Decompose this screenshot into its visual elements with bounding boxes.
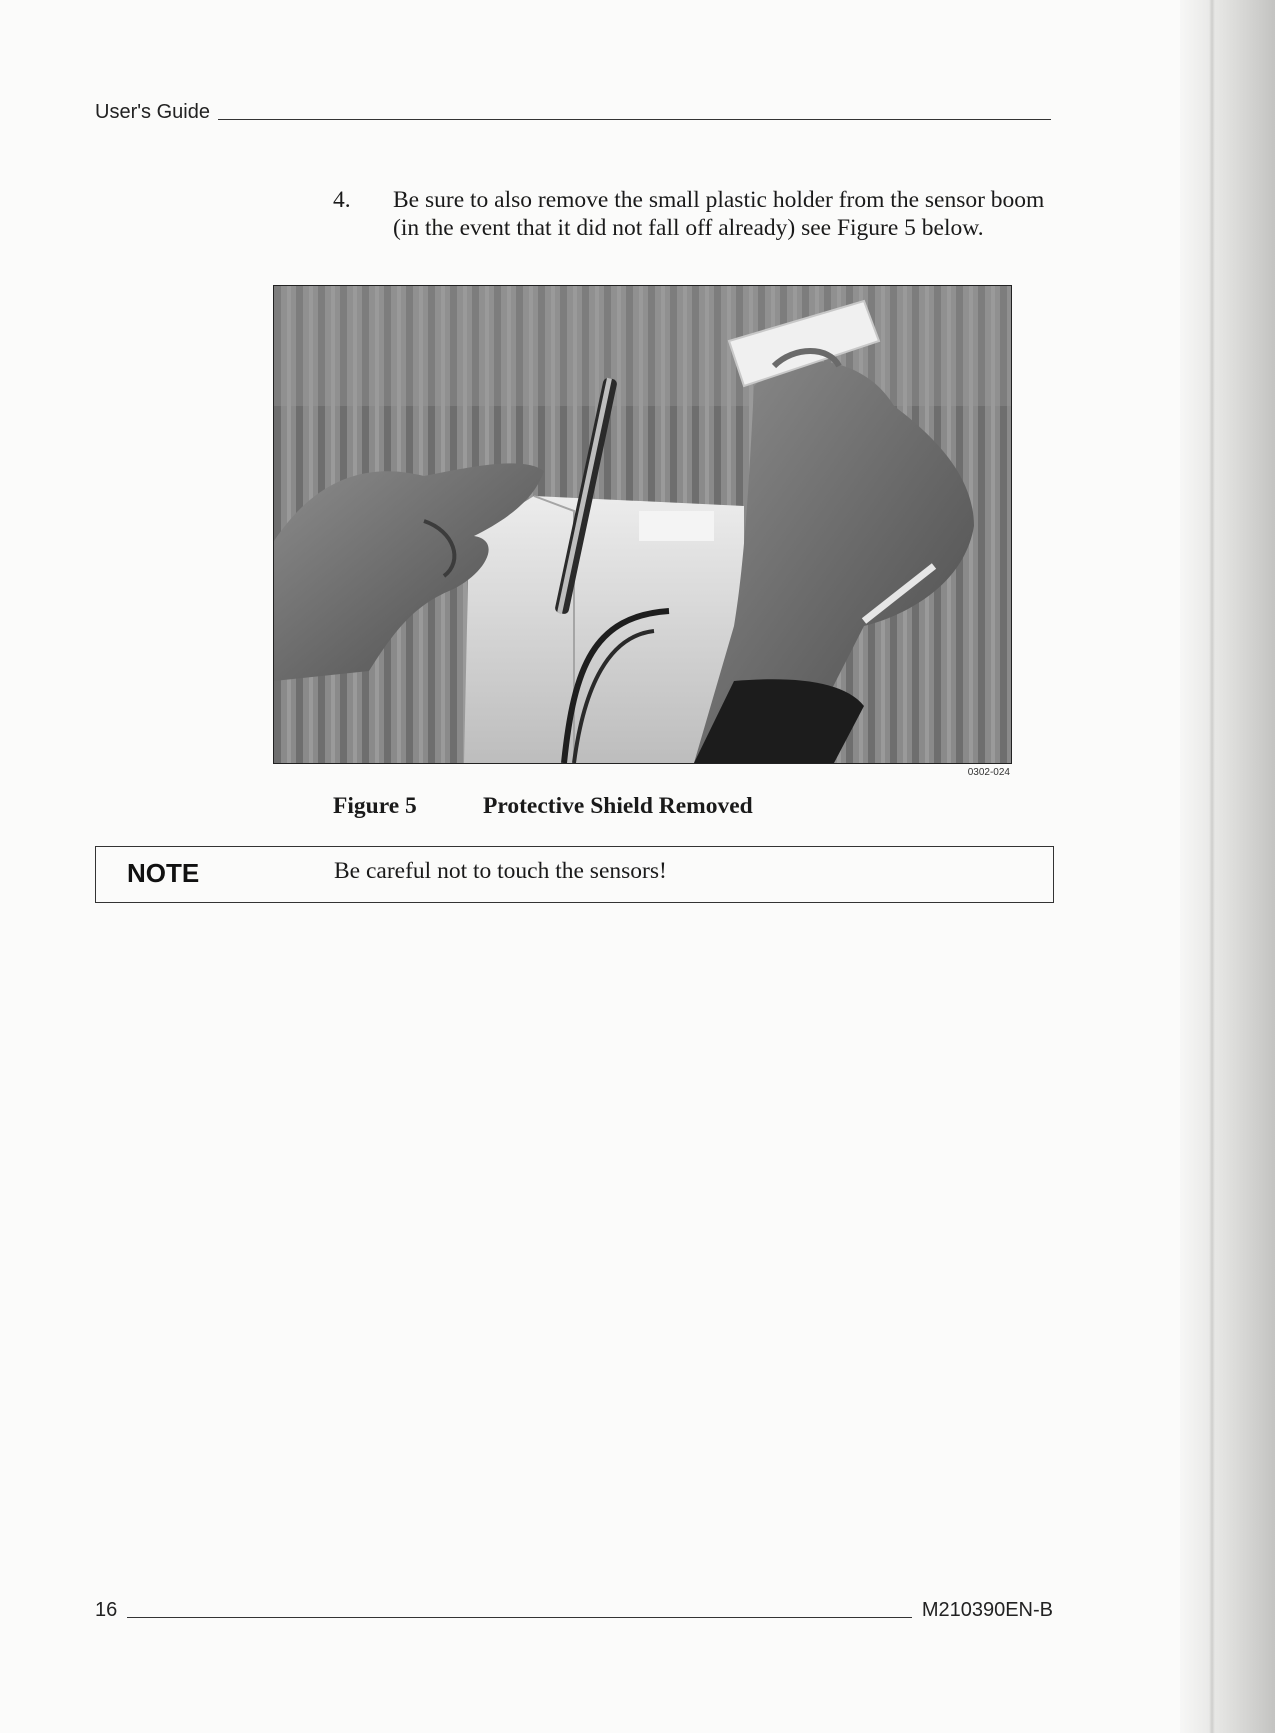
note-box [95,846,1054,903]
photo-illustration [274,286,1011,763]
header-rule [218,119,1051,120]
figure-code: 0302-024 [967,767,1010,778]
figure-photo [273,285,1012,764]
page-footer [95,1592,1053,1620]
page-header [95,94,1051,122]
step-number: 4. [333,187,351,213]
footer-rule [127,1617,912,1618]
caption-label: Figure 5 [333,793,417,819]
note-text: Be careful not to touch the sensors! [334,858,667,884]
page-edge-shadow [1180,0,1275,1733]
caption-title: Protective Shield Removed [483,793,753,819]
step-text: Be sure to also remove the small plastic holder from the sensor boom (in the event that it did not fall off already) see Figure 5 below. [393,187,1045,241]
page-crease [1209,0,1215,1733]
note-label: NOTE [127,858,200,888]
page-number: 16 [95,1599,118,1621]
document-id: M210390EN-B [921,1599,1053,1621]
header-title: User's Guide [95,101,210,123]
